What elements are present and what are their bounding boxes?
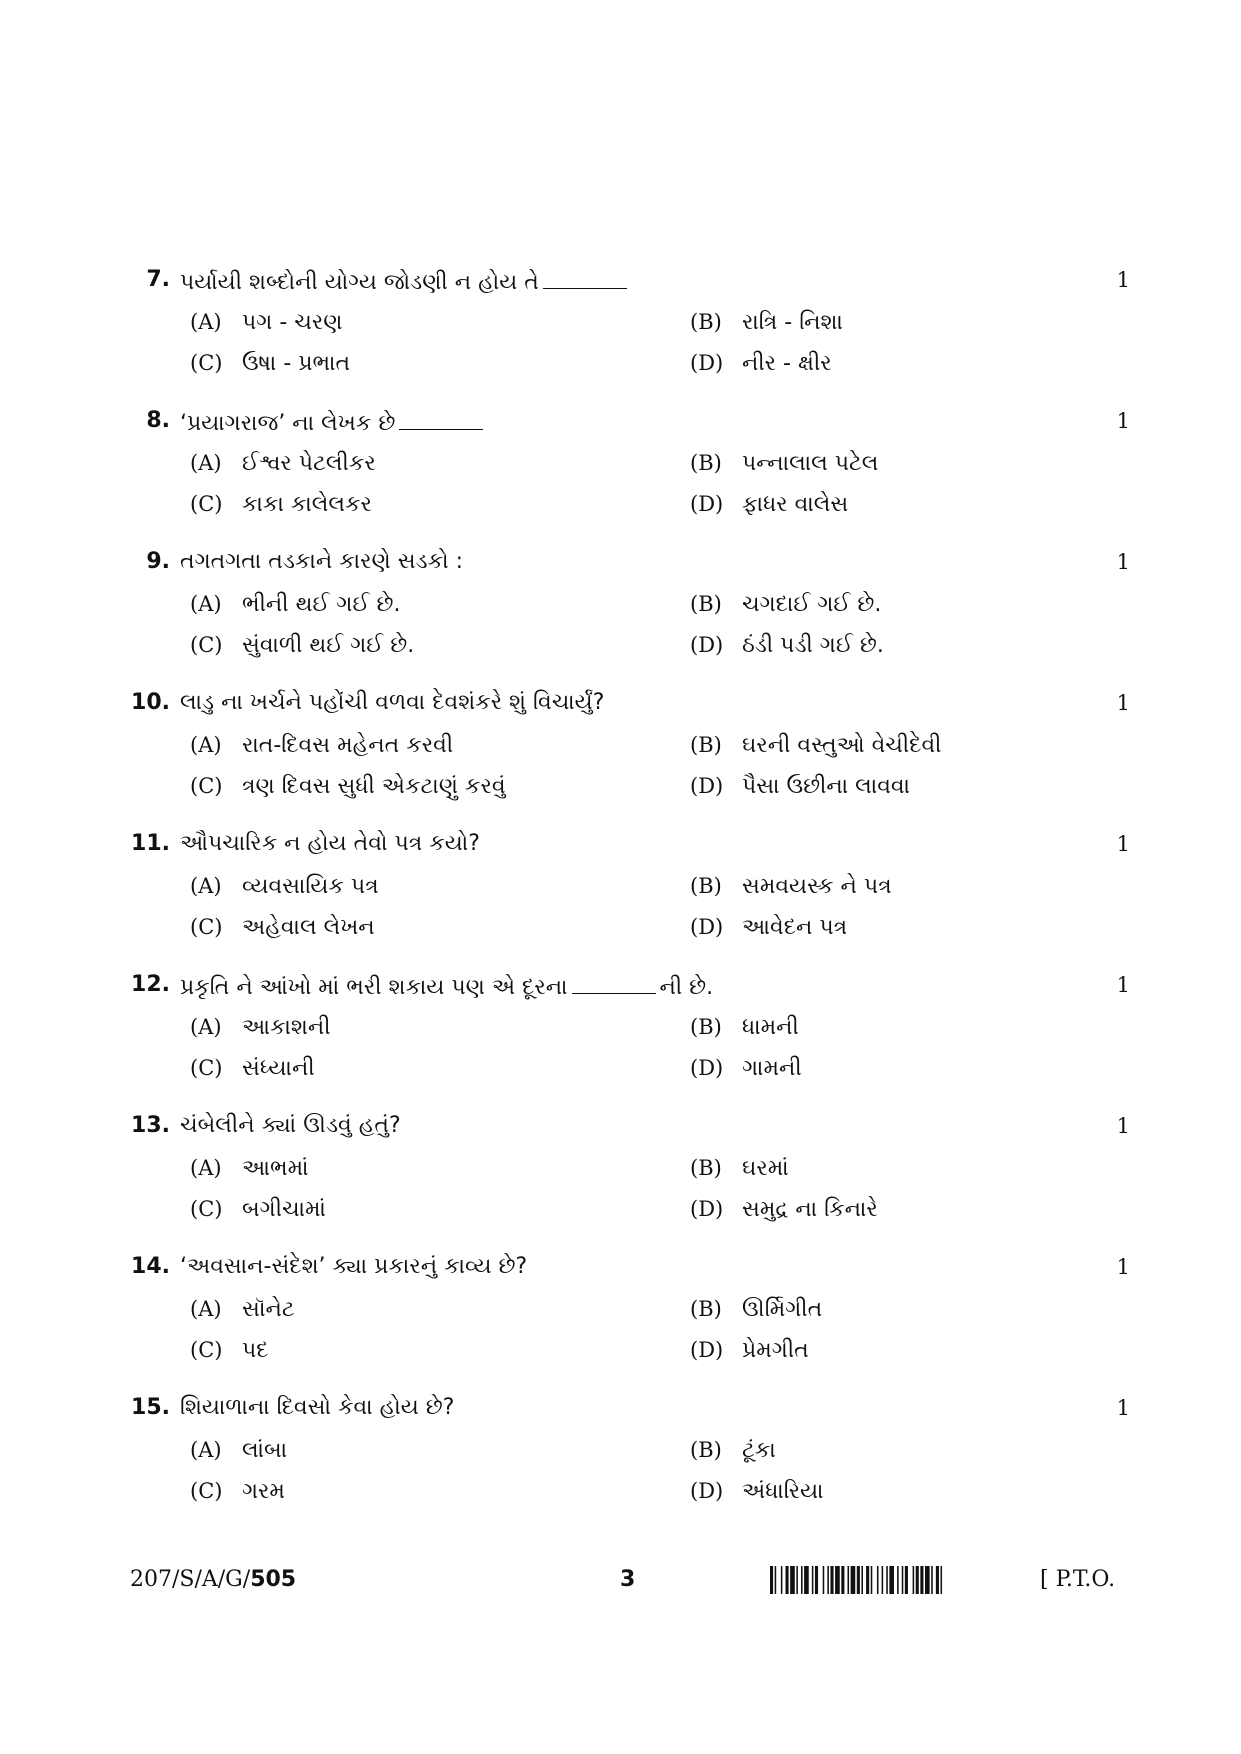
- option-c: [190, 1191, 326, 1227]
- option-d: [690, 345, 832, 381]
- option-label: (A): [190, 733, 222, 757]
- option-text: આકાશની: [242, 1015, 331, 1040]
- question-marks: 1: [1116, 973, 1130, 997]
- question-text-wrap: [180, 685, 604, 721]
- paper-code-number: 505: [250, 1567, 297, 1592]
- option-d: [690, 1332, 809, 1368]
- question-text-wrap: [180, 1390, 454, 1426]
- question-list: [130, 262, 1130, 1531]
- option-c: [190, 345, 350, 381]
- option-label: (D): [690, 1338, 724, 1362]
- option-text: બગીચામાં: [242, 1197, 326, 1222]
- option-label: (A): [190, 1015, 222, 1039]
- option-c: [190, 1050, 315, 1086]
- option-c: [190, 768, 506, 804]
- question-marks: 1: [1116, 691, 1130, 715]
- option-d: [690, 627, 884, 663]
- question-text: પ્રકૃતિ ને આંખો માં ભરી શકાય પણ એ દૂરના: [180, 975, 568, 1000]
- question-marks: 1: [1116, 832, 1130, 856]
- option-text: લાંબા: [242, 1438, 288, 1463]
- question-suffix: ની છે.: [659, 975, 714, 1000]
- page-footer: [0, 1560, 1241, 1600]
- option-label: (B): [690, 1438, 722, 1462]
- question-line: [130, 1249, 1130, 1285]
- option-label: (B): [690, 592, 722, 616]
- answer-blank: [543, 262, 627, 289]
- question-number: 8.: [146, 408, 170, 433]
- option-text: ચગદાઈ ગઈ છે.: [742, 592, 882, 617]
- option-label: (D): [690, 492, 724, 516]
- question-number: 13.: [131, 1113, 170, 1138]
- option-d: [690, 1050, 802, 1086]
- option-label: (D): [690, 1479, 724, 1503]
- option-label: (C): [190, 492, 223, 516]
- option-label: (A): [190, 1438, 222, 1462]
- option-text: પન્નાલાલ પટેલ: [742, 451, 879, 476]
- option-d: [690, 909, 847, 945]
- question-number: 15.: [131, 1395, 170, 1420]
- option-b: [690, 586, 881, 622]
- option-label: (C): [190, 1056, 223, 1080]
- question-line: [130, 544, 1130, 580]
- question-text-wrap: [180, 826, 480, 862]
- question-text: તગતગતા તડકાને કારણે સડકો :: [180, 549, 464, 574]
- option-label: (B): [690, 874, 722, 898]
- question-line: [130, 826, 1130, 862]
- option-b: [690, 1009, 799, 1045]
- question-text-wrap: [180, 262, 631, 301]
- option-b: [690, 727, 941, 763]
- option-text: સુંવાળી થઈ ગઈ છે.: [242, 633, 415, 658]
- option-text: ગામની: [742, 1056, 802, 1081]
- question-item: [130, 1390, 1130, 1531]
- option-label: (B): [690, 310, 722, 334]
- option-d: [690, 1191, 878, 1227]
- question-item: [130, 403, 1130, 544]
- option-text: ત્રણ દિવસ સુધી એકટાણું કરવું: [242, 774, 506, 799]
- option-b: [690, 445, 878, 481]
- option-label: (D): [690, 351, 724, 375]
- question-text-wrap: [180, 544, 463, 580]
- option-a: [190, 1150, 309, 1186]
- option-label: (A): [190, 310, 222, 334]
- question-line: [130, 1108, 1130, 1144]
- question-item: [130, 967, 1130, 1108]
- option-text: વ્યવસાયિક પત્ર: [242, 874, 379, 899]
- question-item: [130, 826, 1130, 967]
- option-text: પ્રેમગીત: [742, 1338, 809, 1363]
- option-a: [190, 445, 376, 481]
- question-marks: 1: [1116, 1255, 1130, 1279]
- question-line: [130, 262, 1130, 298]
- question-text-wrap: [180, 967, 713, 1006]
- option-label: (B): [690, 1297, 722, 1321]
- option-text: ઉષા - પ્રભાત: [242, 351, 351, 376]
- option-text: ફાધર વાલેસ: [742, 492, 849, 517]
- option-text: ઠંડી પડી ગઈ છે.: [742, 633, 884, 658]
- option-text: ઘરમાં: [742, 1156, 789, 1181]
- option-label: (D): [690, 1197, 724, 1221]
- question-marks: 1: [1116, 1114, 1130, 1138]
- question-line: [130, 403, 1130, 439]
- option-label: (C): [190, 1479, 223, 1503]
- option-text: ગરમ: [242, 1479, 285, 1504]
- option-c: [190, 1473, 285, 1509]
- option-text: ઘરની વસ્તુઓ વેચીદેવી: [742, 733, 942, 758]
- option-text: પગ - ચરણ: [242, 310, 343, 335]
- option-text: ઈશ્વર પેટલીકર: [242, 451, 376, 476]
- option-text: ટૂંકા: [742, 1438, 776, 1463]
- option-label: (D): [690, 1056, 724, 1080]
- question-line: [130, 1390, 1130, 1426]
- question-number: 14.: [131, 1254, 170, 1279]
- option-d: [690, 768, 910, 804]
- option-label: (B): [690, 733, 722, 757]
- option-c: [190, 486, 372, 522]
- question-marks: 1: [1116, 1396, 1130, 1420]
- option-a: [190, 1432, 287, 1468]
- question-item: [130, 685, 1130, 826]
- option-a: [190, 1291, 295, 1327]
- pto-label: [ P.T.O.: [1040, 1567, 1116, 1592]
- option-label: (A): [190, 1156, 222, 1180]
- option-b: [690, 1432, 776, 1468]
- question-text: લાડુ ના ખર્ચને પહોંચી વળવા દેવશંકરે શું વિચાર્યું?: [180, 690, 605, 715]
- option-label: (A): [190, 874, 222, 898]
- question-number: 11.: [131, 831, 170, 856]
- question-text: શિયાળાના દિવસો કેવા હોય છે?: [180, 1395, 455, 1420]
- question-text-wrap: [180, 1108, 401, 1144]
- option-text: સમુદ્ર ના કિનારે: [742, 1197, 878, 1222]
- barcode-image: [770, 1566, 1030, 1594]
- page-number: 3: [620, 1567, 636, 1592]
- question-text: ‘અવસાન-સંદેશ’ ક્યા પ્રકારનું કાવ્ય છે?: [180, 1254, 528, 1279]
- question-item: [130, 1108, 1130, 1249]
- question-number: 7.: [146, 267, 170, 292]
- option-text: સમવયસ્ક ને પત્ર: [742, 874, 892, 899]
- option-a: [190, 727, 453, 763]
- question-marks: 1: [1116, 409, 1130, 433]
- option-text: સંધ્યાની: [242, 1056, 315, 1081]
- option-text: રાત્રિ - નિશા: [742, 310, 843, 335]
- option-label: (C): [190, 633, 223, 657]
- option-b: [690, 1291, 822, 1327]
- question-item: [130, 262, 1130, 403]
- option-c: [190, 627, 414, 663]
- option-a: [190, 1009, 331, 1045]
- option-text: રાત-દિવસ મહેનત કરવી: [242, 733, 454, 758]
- option-label: (B): [690, 451, 722, 475]
- question-number: 12.: [131, 972, 170, 997]
- option-label: (D): [690, 915, 724, 939]
- question-marks: 1: [1116, 550, 1130, 574]
- option-label: (C): [190, 774, 223, 798]
- answer-blank: [572, 967, 656, 994]
- option-label: (A): [190, 1297, 222, 1321]
- option-text: કાકા કાલેલકર: [242, 492, 372, 517]
- option-text: નીર - ક્ષીર: [742, 351, 832, 376]
- option-d: [690, 486, 848, 522]
- option-label: (C): [190, 1197, 223, 1221]
- question-marks: 1: [1116, 268, 1130, 292]
- option-a: [190, 304, 342, 340]
- option-text: ઊર્મિગીત: [742, 1297, 823, 1322]
- question-item: [130, 1249, 1130, 1390]
- paper-code-prefix: 207/S/A/G/: [130, 1567, 251, 1592]
- option-label: (C): [190, 1338, 223, 1362]
- option-b: [690, 1150, 789, 1186]
- question-line: [130, 685, 1130, 721]
- question-text: ચંબેલીને ક્યાં ઊડવું હતું?: [180, 1113, 401, 1138]
- question-text: ‘પ્રયાગરાજ’ ના લેખક છે: [180, 411, 396, 436]
- option-d: [690, 1473, 824, 1509]
- question-line: [130, 967, 1130, 1003]
- question-item: [130, 544, 1130, 685]
- option-b: [690, 304, 843, 340]
- option-text: પદ: [242, 1338, 269, 1363]
- answer-blank: [399, 403, 483, 430]
- option-text: સૉનેટ: [242, 1297, 295, 1322]
- question-number: 10.: [131, 690, 170, 715]
- paper-code: [130, 1560, 296, 1600]
- option-c: [190, 1332, 269, 1368]
- question-text: ઔપચારિક ન હોય તેવો પત્ર કયો?: [180, 831, 480, 856]
- option-c: [190, 909, 375, 945]
- option-label: (A): [190, 592, 222, 616]
- option-text: આભમાં: [242, 1156, 309, 1181]
- option-label: (A): [190, 451, 222, 475]
- option-b: [690, 868, 892, 904]
- option-text: ભીની થઈ ગઈ છે.: [242, 592, 401, 617]
- option-label: (D): [690, 633, 724, 657]
- option-label: (C): [190, 351, 223, 375]
- option-text: ધામની: [742, 1015, 799, 1040]
- option-a: [190, 586, 400, 622]
- option-text: આવેદન પત્ર: [742, 915, 848, 940]
- question-text: પર્યાયી શબ્દોની યોગ્ય જોડણી ન હોય તે: [180, 270, 539, 295]
- option-label: (C): [190, 915, 223, 939]
- question-text-wrap: [180, 1249, 527, 1285]
- option-label: (B): [690, 1156, 722, 1180]
- option-label: (B): [690, 1015, 722, 1039]
- question-text-wrap: [180, 403, 487, 442]
- option-text: અહેવાલ લેખન: [242, 915, 375, 940]
- option-label: (D): [690, 774, 724, 798]
- question-number: 9.: [146, 549, 170, 574]
- option-text: અંધારિયા: [742, 1479, 824, 1504]
- option-a: [190, 868, 379, 904]
- option-text: પૈસા ઉછીના લાવવા: [742, 774, 911, 799]
